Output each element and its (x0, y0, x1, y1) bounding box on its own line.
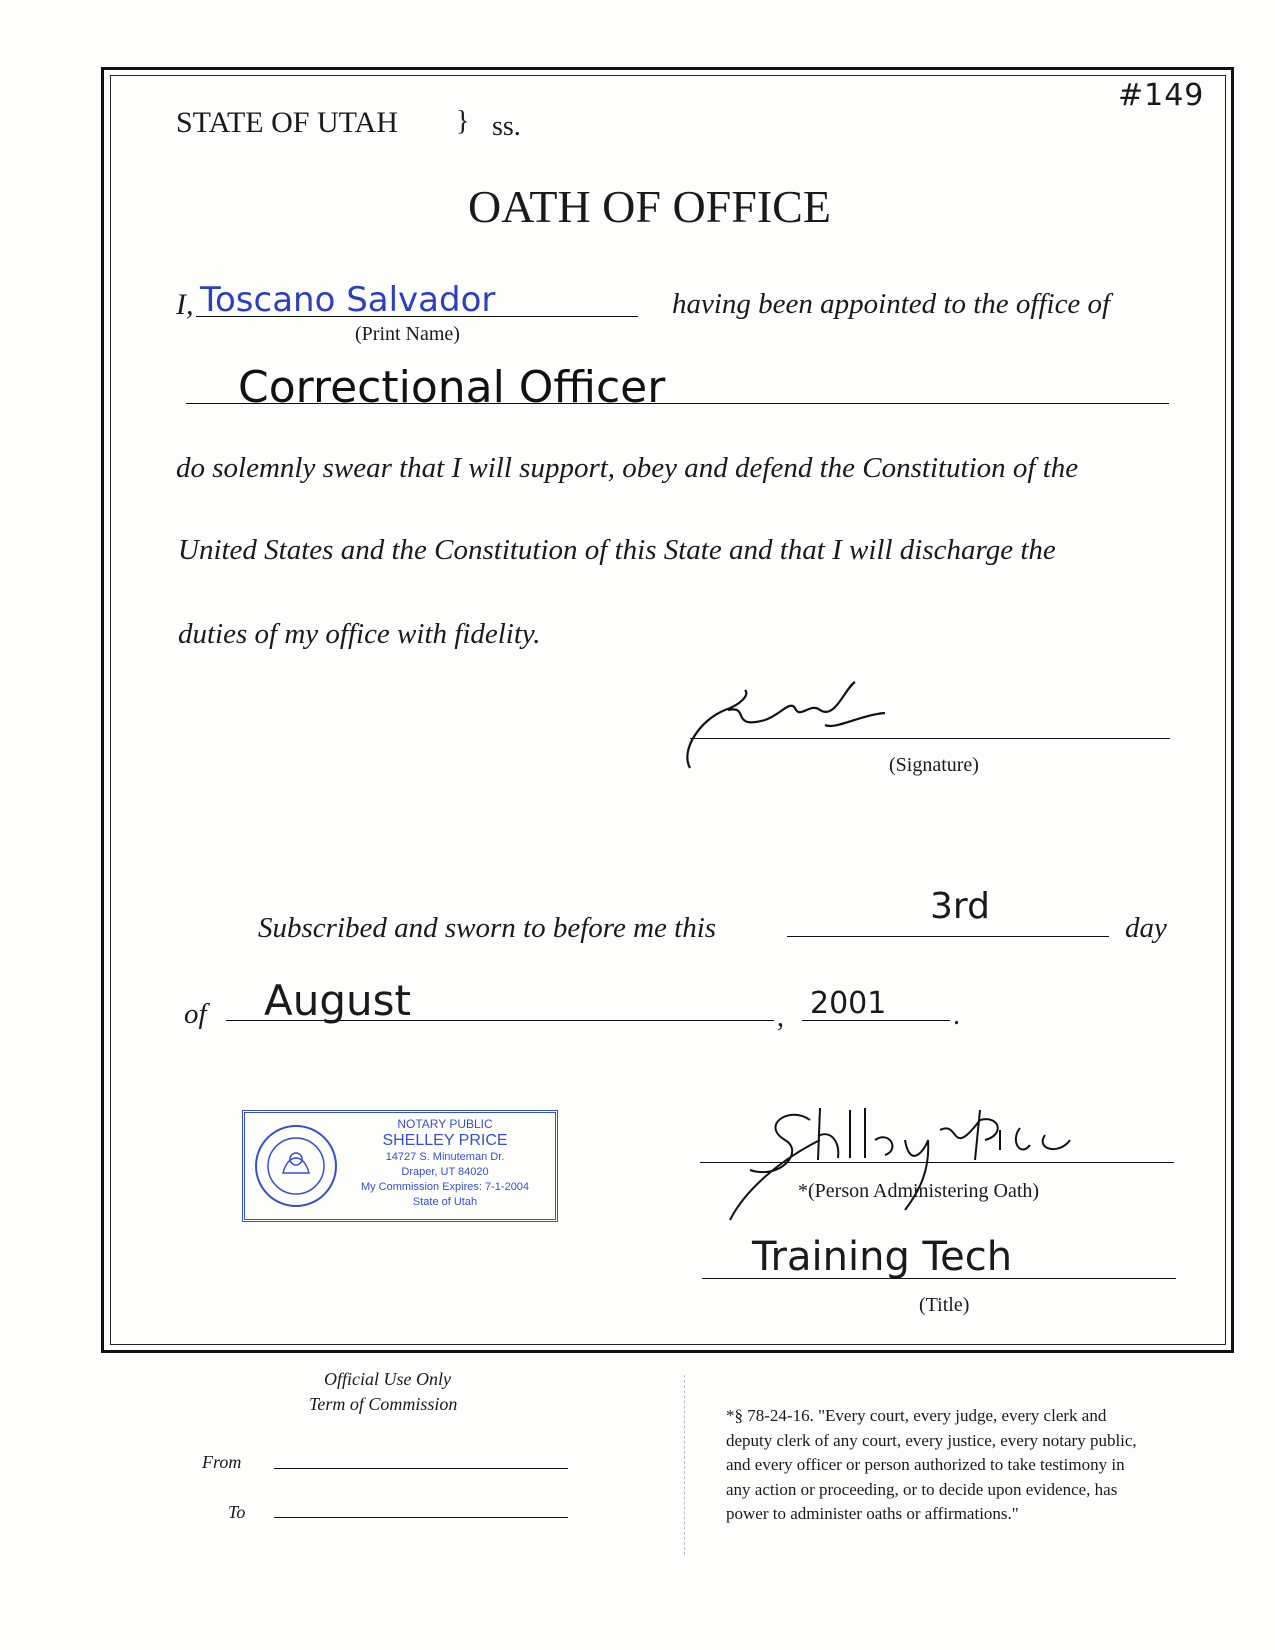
year-value: 2001 (810, 986, 887, 1021)
of-label: of (184, 998, 207, 1030)
administering-signature (700, 1100, 1080, 1230)
from-line (274, 1468, 568, 1469)
title-value: Training Tech (752, 1234, 1013, 1280)
month-comma: , (777, 1002, 784, 1033)
state-header: STATE OF UTAH (176, 106, 398, 139)
year-line (802, 1020, 950, 1021)
notary-seal (253, 1123, 339, 1209)
statute-footnote (726, 1404, 1137, 1527)
print-name-value: Toscano Salvador (200, 280, 496, 320)
month-line (226, 1020, 774, 1021)
footnote-line-2: deputy clerk of any court, every justice, every notary public, (726, 1430, 1137, 1450)
year-period: . (953, 1000, 960, 1031)
print-name-caption: (Print Name) (355, 323, 460, 345)
to-label: To (228, 1502, 246, 1522)
footnote-line-5: power to administer oaths or affirmations." (726, 1504, 1019, 1523)
footnote-line-4: any action or proceeding, or to decide upon evidence, has (726, 1479, 1118, 1499)
footnote-line-3: and every officer or person authorized to take testimony in (726, 1455, 1125, 1474)
to-line (274, 1517, 568, 1518)
brace-mark: } (456, 106, 470, 137)
signature-caption: (Signature) (889, 754, 979, 776)
month-value: August (264, 976, 411, 1025)
oath-line-2: United States and the Constitution of this State and that I will discharge the (178, 534, 1056, 566)
print-name-line (196, 316, 638, 317)
appointed-phrase: having been appointed to the office of (672, 288, 1111, 320)
day-label: day (1125, 912, 1167, 944)
footnote-line-1: *§ 78-24-16. "Every court, every judge, every clerk and (726, 1406, 1107, 1425)
office-line (186, 403, 1169, 404)
stamp-line-4: Draper, UT 84020 (401, 1166, 489, 1178)
term-heading: Term of Commission (309, 1394, 458, 1414)
official-use-heading: Official Use Only (324, 1369, 451, 1389)
from-label: From (202, 1452, 242, 1472)
stamp-line-6: State of Utah (412, 1196, 478, 1208)
office-value: Correctional Officer (238, 362, 666, 413)
day-line (787, 936, 1109, 937)
administering-line (700, 1162, 1174, 1163)
stamp-line-3: 14727 S. Minuteman Dr. (385, 1151, 505, 1163)
notary-stamp (242, 1110, 558, 1222)
stamp-line-2: SHELLEY PRICE (382, 1132, 508, 1149)
subscribed-phrase: Subscribed and sworn to before me this (258, 912, 717, 944)
stamp-line-1: NOTARY PUBLIC (397, 1117, 493, 1131)
page-title: OATH OF OFFICE (468, 181, 831, 232)
vertical-divider (684, 1375, 685, 1555)
day-value: 3rd (930, 886, 990, 927)
title-caption: (Title) (919, 1294, 970, 1316)
ss-label: ss. (492, 111, 521, 142)
administering-caption: *(Person Administering Oath) (798, 1180, 1040, 1202)
oath-line-3: duties of my office with fidelity. (178, 618, 541, 650)
document-number: #149 (1118, 78, 1205, 113)
title-line (702, 1278, 1176, 1279)
oath-line-1: do solemnly swear that I will support, obey and defend the Constitution of the (176, 452, 1079, 484)
i-prefix: I, (176, 288, 194, 321)
signature-line (690, 738, 1170, 739)
stamp-line-5: My Commission Expires: 7-1-2004 (360, 1181, 530, 1193)
